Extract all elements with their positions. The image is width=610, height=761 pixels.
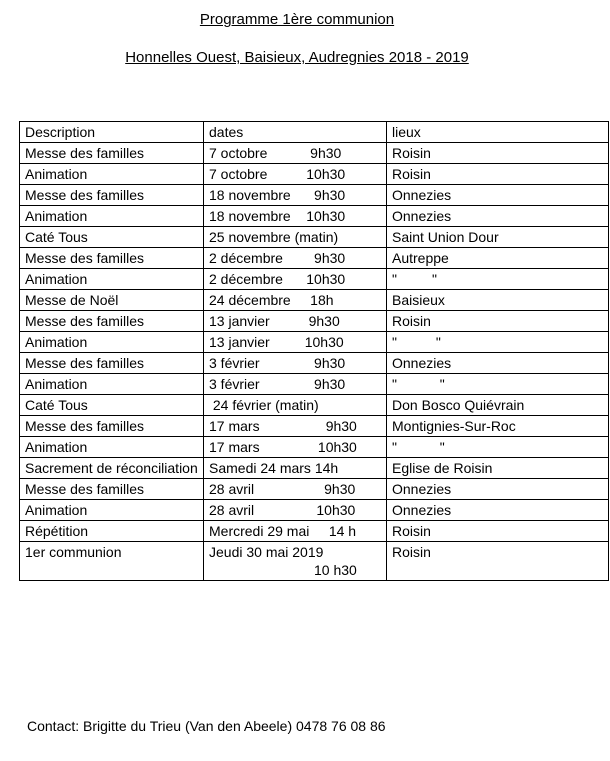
table-row [20,332,609,353]
cell-place: " " [387,374,609,395]
table-header-row [20,122,609,143]
cell-description: Messe des familles [20,416,204,437]
cell-description: Sacrement de réconciliation [20,458,204,479]
cell-description: Messe des familles [20,311,204,332]
cell-description: Messe des familles [20,143,204,164]
table-row [20,227,609,248]
header-description: Description [20,122,204,143]
header-lieux: lieux [387,122,609,143]
cell-date: 25 novembre (matin) [204,227,387,248]
cell-date: 17 mars 10h30 [204,437,387,458]
schedule-table [19,121,609,581]
table-row [20,437,609,458]
cell-description: Messe des familles [20,479,204,500]
table-row [20,290,609,311]
cell-place: Onnezies [387,479,609,500]
cell-description: Messe des familles [20,248,204,269]
cell-place: Roisin [387,143,609,164]
table-row [20,479,609,500]
table-row [20,395,609,416]
cell-date: 2 décembre 9h30 [204,248,387,269]
cell-date: 24 décembre 18h [204,290,387,311]
cell-place: Montignies-Sur-Roc [387,416,609,437]
cell-place: " " [387,437,609,458]
cell-description: Caté Tous [20,227,204,248]
table-row [20,248,609,269]
cell-place: " " [387,332,609,353]
cell-description: 1er communion [20,542,204,581]
cell-description: Animation [20,269,204,290]
table-row [20,521,609,542]
cell-place: Onnezies [387,185,609,206]
table-row [20,164,609,185]
cell-date: 3 février 9h30 [204,374,387,395]
cell-place: Baisieux [387,290,609,311]
table-row [20,353,609,374]
cell-date: 7 octobre 10h30 [204,164,387,185]
table-row [20,143,609,164]
header-dates: dates [204,122,387,143]
cell-date: 17 mars 9h30 [204,416,387,437]
cell-date: 18 novembre 9h30 [204,185,387,206]
cell-date: 18 novembre 10h30 [204,206,387,227]
cell-date: Samedi 24 mars 14h [204,458,387,479]
cell-place: Roisin [387,311,609,332]
cell-place: Onnezies [387,353,609,374]
table-row [20,500,609,521]
cell-description: Animation [20,206,204,227]
table-row [20,374,609,395]
cell-date: 7 octobre 9h30 [204,143,387,164]
cell-date: Mercredi 29 mai 14 h [204,521,387,542]
cell-place: Don Bosco Quiévrain [387,395,609,416]
cell-date: 24 février (matin) [204,395,387,416]
cell-place: Onnezies [387,206,609,227]
cell-description: Animation [20,164,204,185]
cell-description: Animation [20,437,204,458]
cell-description: Animation [20,500,204,521]
cell-description: Messe des familles [20,185,204,206]
cell-date: 28 avril 9h30 [204,479,387,500]
cell-date: 13 janvier 9h30 [204,311,387,332]
cell-description: Animation [20,332,204,353]
cell-description: Messe des familles [20,353,204,374]
table-row [20,185,609,206]
cell-place: " " [387,269,609,290]
cell-description: Animation [20,374,204,395]
table-row [20,542,609,581]
cell-place: Roisin [387,164,609,185]
table-row [20,269,609,290]
cell-date: 3 février 9h30 [204,353,387,374]
contact-line: Contact: Brigitte du Trieu (Van den Abeele) 0478 76 08 86 [27,718,386,734]
cell-description: Répétition [20,521,204,542]
cell-place: Onnezies [387,500,609,521]
table-row [20,416,609,437]
cell-date: 13 janvier 10h30 [204,332,387,353]
cell-date: Jeudi 30 mai 2019 10 h30 [204,542,387,581]
cell-place: Saint Union Dour [387,227,609,248]
document-subtitle: Honnelles Ouest, Baisieux, Audregnies 2018 - 2019 [125,49,469,66]
table-row [20,311,609,332]
cell-place: Eglise de Roisin [387,458,609,479]
document-title: Programme 1ère communion [199,11,395,28]
cell-place: Autreppe [387,248,609,269]
cell-date: 28 avril 10h30 [204,500,387,521]
cell-date: 2 décembre 10h30 [204,269,387,290]
table-row [20,206,609,227]
cell-description: Messe de Noël [20,290,204,311]
cell-place: Roisin [387,542,609,581]
table-row [20,458,609,479]
cell-place: Roisin [387,521,609,542]
cell-description: Caté Tous [20,395,204,416]
